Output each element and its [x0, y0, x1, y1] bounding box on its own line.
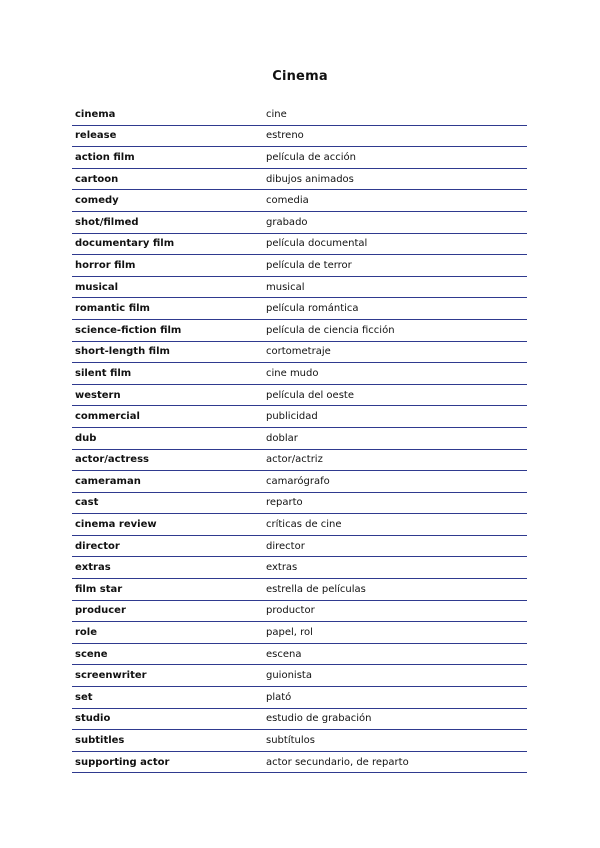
table-row	[72, 557, 527, 579]
table-row	[72, 234, 527, 256]
table-row	[72, 471, 527, 493]
spanish-translation: reparto	[266, 497, 303, 509]
spanish-translation: actor secundario, de reparto	[266, 756, 409, 768]
english-term: horror film	[75, 259, 136, 271]
vocabulary-table	[72, 104, 527, 773]
spanish-translation: dibujos animados	[266, 173, 354, 185]
spanish-translation: subtítulos	[266, 735, 315, 747]
english-term: dub	[75, 432, 97, 444]
english-term: actor/actress	[75, 454, 149, 466]
table-row	[72, 730, 527, 752]
spanish-translation: comedia	[266, 195, 309, 207]
table-row	[72, 536, 527, 558]
table-row	[72, 428, 527, 450]
spanish-translation: estreno	[266, 130, 304, 142]
english-term: documentary film	[75, 238, 175, 250]
english-term: producer	[75, 605, 126, 617]
table-row	[72, 514, 527, 536]
english-term: cast	[75, 497, 99, 509]
table-row	[72, 665, 527, 687]
spanish-translation: estrella de películas	[266, 583, 366, 595]
english-term: silent film	[75, 367, 132, 379]
spanish-translation: película del oeste	[266, 389, 354, 401]
spanish-translation: guionista	[266, 670, 312, 682]
table-row	[72, 406, 527, 428]
english-term: scene	[75, 648, 108, 660]
table-row	[72, 385, 527, 407]
table-row	[72, 579, 527, 601]
table-row	[72, 363, 527, 385]
spanish-translation: papel, rol	[266, 627, 313, 639]
spanish-translation: cine	[266, 108, 287, 120]
english-term: set	[75, 691, 93, 703]
english-term: film star	[75, 583, 123, 595]
table-row	[72, 450, 527, 472]
english-term: supporting actor	[75, 756, 170, 768]
table-row	[72, 169, 527, 191]
spanish-translation: plató	[266, 691, 292, 703]
spanish-translation: grabado	[266, 216, 308, 228]
english-term: comedy	[75, 195, 119, 207]
table-row	[72, 277, 527, 299]
english-term: commercial	[75, 411, 140, 423]
spanish-translation: musical	[266, 281, 305, 293]
english-term: screenwriter	[75, 670, 147, 682]
spanish-translation: película de acción	[266, 151, 357, 163]
table-row	[72, 104, 527, 126]
spanish-translation: película romántica	[266, 303, 359, 315]
english-term: shot/filmed	[75, 216, 139, 228]
english-term: short-length film	[75, 346, 170, 358]
spanish-translation: camarógrafo	[266, 475, 330, 487]
english-term: release	[75, 130, 117, 142]
table-row	[72, 147, 527, 169]
spanish-translation: productor	[266, 605, 315, 617]
table-row	[72, 752, 527, 774]
english-term: musical	[75, 281, 119, 293]
table-row	[72, 342, 527, 364]
english-term: cameraman	[75, 475, 141, 487]
english-term: cinema review	[75, 519, 157, 531]
spanish-translation: película documental	[266, 238, 368, 250]
spanish-translation: doblar	[266, 432, 298, 444]
table-row	[72, 320, 527, 342]
spanish-translation: cine mudo	[266, 367, 319, 379]
english-term: subtitles	[75, 735, 125, 747]
table-row	[72, 126, 527, 148]
spanish-translation: estudio de grabación	[266, 713, 372, 725]
english-term: western	[75, 389, 121, 401]
spanish-translation: película de ciencia ficción	[266, 324, 395, 336]
spanish-translation: extras	[266, 562, 298, 574]
table-row	[72, 190, 527, 212]
english-term: science-fiction film	[75, 324, 182, 336]
english-term: extras	[75, 562, 111, 574]
spanish-translation: críticas de cine	[266, 519, 342, 531]
spanish-translation: escena	[266, 648, 302, 660]
english-term: director	[75, 540, 120, 552]
table-row	[72, 255, 527, 277]
spanish-translation: director	[266, 540, 305, 552]
table-row	[72, 212, 527, 234]
spanish-translation: cortometraje	[266, 346, 331, 358]
page-title: Cinema	[272, 69, 328, 84]
spanish-translation: actor/actriz	[266, 454, 323, 466]
spanish-translation: película de terror	[266, 259, 352, 271]
table-row	[72, 493, 527, 515]
english-term: action film	[75, 151, 135, 163]
english-term: role	[75, 627, 98, 639]
table-row	[72, 644, 527, 666]
table-row	[72, 709, 527, 731]
table-row	[72, 687, 527, 709]
spanish-translation: publicidad	[266, 411, 318, 423]
english-term: cinema	[75, 108, 116, 120]
english-term: studio	[75, 713, 111, 725]
english-term: cartoon	[75, 173, 119, 185]
table-row	[72, 298, 527, 320]
english-term: romantic film	[75, 303, 150, 315]
table-row	[72, 622, 527, 644]
table-row	[72, 601, 527, 623]
